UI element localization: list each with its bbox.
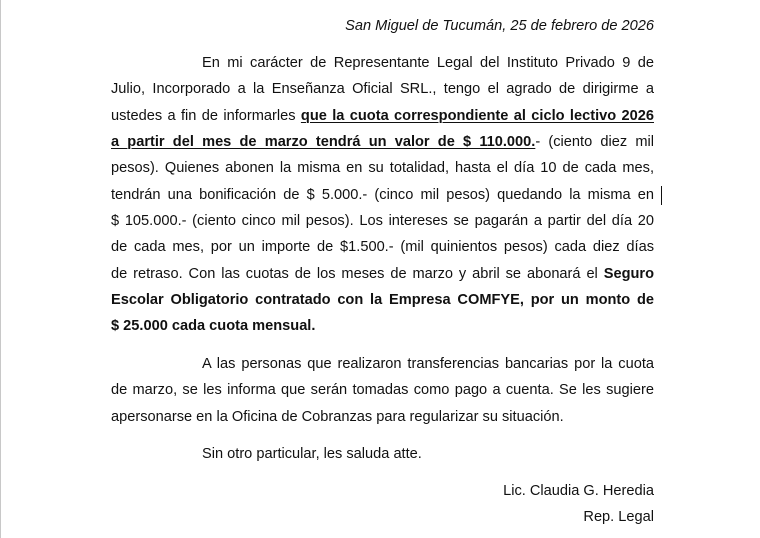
- signature-role: Rep. Legal: [583, 509, 654, 525]
- page-left-edge: [0, 0, 1, 538]
- text-run: ustedes a fin de informarles: [111, 108, 301, 124]
- paragraph-1-line-3: [111, 106, 654, 126]
- highlighted-fee-text: que la cuota correspondiente al ciclo lectivo 2026: [300, 108, 654, 124]
- paragraph-1-line-5: pesos). Quienes abonen la misma en su totalidad, hasta el día 10 de cada mes,: [111, 160, 654, 176]
- insurance-amount: $ 25.000 cada cuota mensual.: [111, 318, 316, 334]
- highlighted-fee-amount: a partir del mes de marzo tendrá un valor de $ 110.000.: [111, 134, 536, 150]
- paragraph-1-line-4: [111, 132, 654, 152]
- paragraph-1-line-9: [111, 264, 654, 284]
- paragraph-1-line-10: [111, 290, 654, 310]
- paragraph-1-line-7: $ 105.000.- (ciento cinco mil pesos). Los intereses se pagarán a partir del día 20: [111, 213, 654, 229]
- paragraph-1-line-6: tendrán una bonificación de $ 5.000.- (cinco mil pesos) quedando la misma en: [111, 187, 654, 203]
- paragraph-1-line-1: En mi carácter de Representante Legal del Instituto Privado 9 de: [202, 55, 654, 71]
- text-run: - (ciento diez mil: [535, 134, 654, 150]
- insurance-text: Escolar Obligatorio contratado con la Empresa COMFYE, por un monto de: [111, 292, 654, 308]
- text-cursor: [661, 186, 662, 205]
- paragraph-2-line-2: de marzo, se les informa que serán tomadas como pago a cuenta. Se les sugiere: [111, 382, 654, 398]
- paragraph-1-line-2: Julio, Incorporado a la Enseñanza Oficial SRL., tengo el agrado de dirigirme a: [111, 81, 654, 97]
- insurance-text: Seguro: [603, 266, 654, 282]
- paragraph-1-line-8: de cada mes, por un importe de $1.500.- (mil quinientos pesos) cada diez días: [111, 239, 654, 255]
- paragraph-1-line-11: [111, 316, 654, 336]
- paragraph-2-line-1: A las personas que realizaron transferencias bancarias por la cuota: [202, 356, 654, 372]
- place-date: San Miguel de Tucumán, 25 de febrero de 2026: [345, 18, 654, 34]
- closing-line: Sin otro particular, les saluda atte.: [202, 446, 422, 462]
- paragraph-2-line-3: apersonarse en la Oficina de Cobranzas para regularizar su situación.: [111, 409, 564, 425]
- signature-name: Lic. Claudia G. Heredia: [503, 483, 654, 499]
- text-run: de retraso. Con las cuotas de los meses de marzo y abril se abonará el: [111, 266, 604, 282]
